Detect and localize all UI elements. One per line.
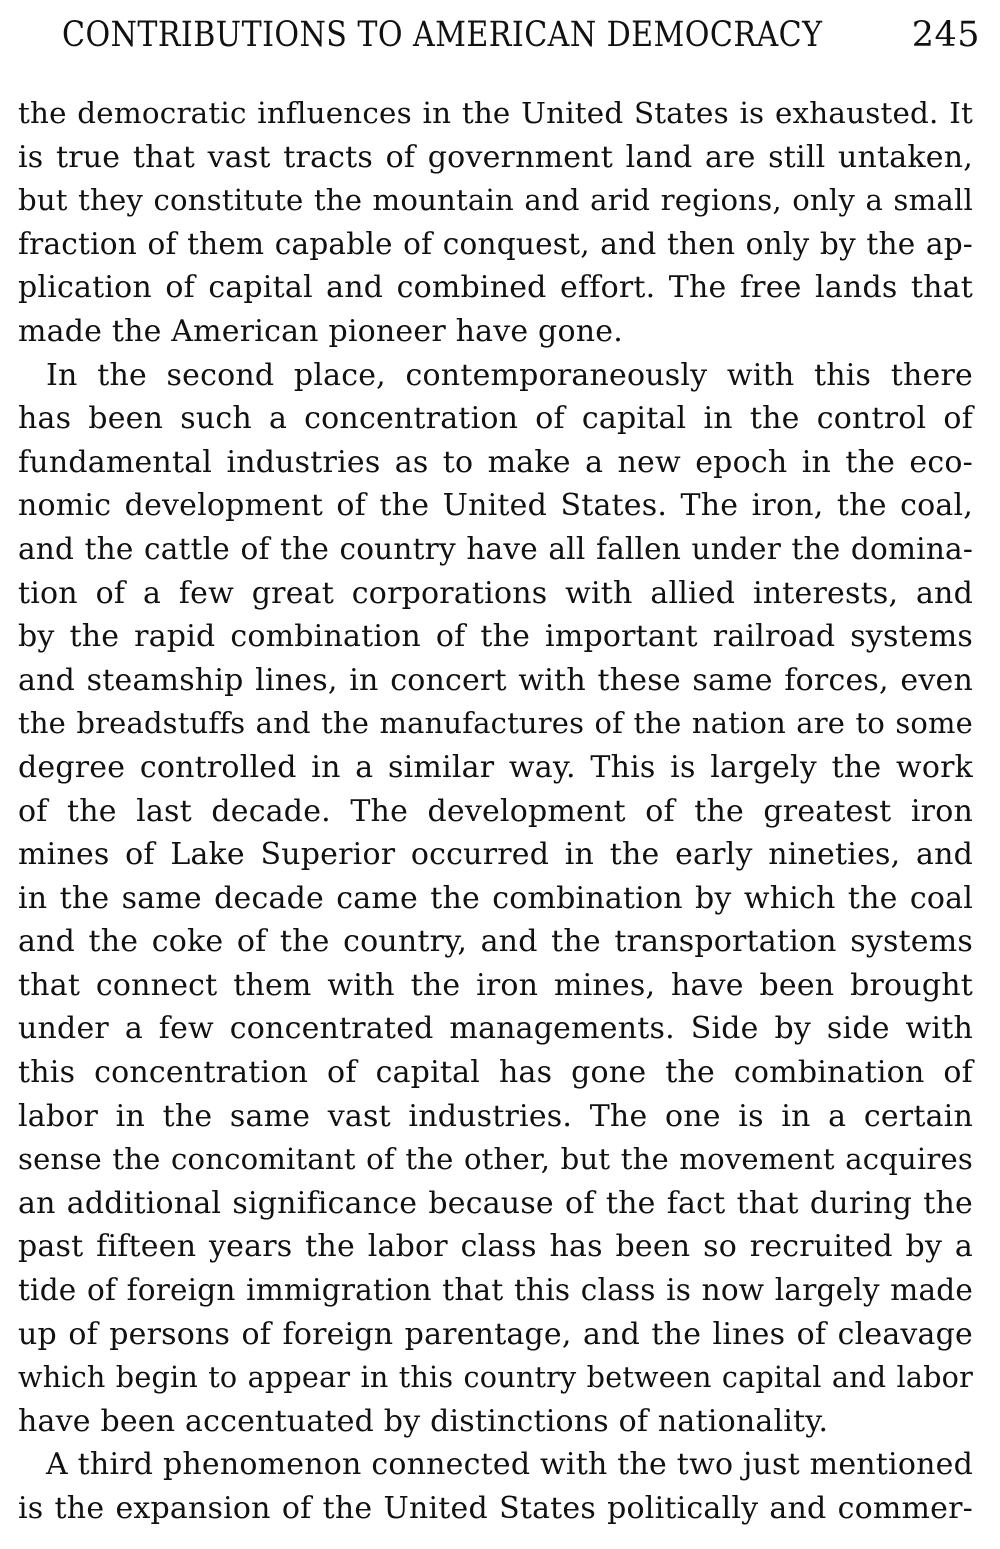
body-text: [18, 92, 973, 1531]
page-number: 245: [911, 15, 980, 55]
text-line: tion of a few great corporations with allied interests, and: [18, 575, 973, 611]
text-line: the breadstuffs and the manufactures of the nation are to some: [18, 706, 973, 741]
text-line: the democratic influences in the United States is exhausted. It: [18, 96, 973, 130]
header-title: CONTRIBUTIONS TO AMERICAN DEMOCRACY: [62, 15, 823, 55]
text-line: degree controlled in a similar way. This is largely the work: [18, 749, 973, 785]
text-line: past fifteen years the labor class has been so recruited by a: [18, 1229, 973, 1265]
text-line: of the last decade. The development of the greatest iron: [18, 793, 973, 829]
text-line: and the coke of the country, and the transportation systems: [18, 924, 973, 960]
text-line: have been accentuated by distinctions of nationality.: [18, 1403, 829, 1439]
text-line: made the American pioneer have gone.: [18, 313, 623, 349]
text-line: in the same decade came the combination by which the coal: [18, 880, 973, 916]
text-line: has been such a concentration of capital in the control of: [18, 401, 973, 437]
text-line: sense the concomitant of the other, but the movement acquires: [18, 1142, 973, 1177]
text-line: plication of capital and combined effort. The free lands that: [18, 270, 973, 306]
text-line: mines of Lake Superior occurred in the early nineties, and: [18, 837, 973, 873]
text-line: which begin to appear in this country between capital and labor: [18, 1360, 973, 1395]
paragraph-start-line: In the second place, contemporaneously with this there: [46, 357, 973, 393]
text-line: tide of foreign immigration that this class is now largely made: [18, 1273, 973, 1308]
text-line: under a few concentrated managements. Side by side with: [18, 1011, 973, 1047]
text-line: an additional significance because of the fact that during the: [18, 1185, 973, 1221]
text-line: up of persons of foreign parentage, and the lines of cleavage: [18, 1316, 973, 1352]
running-header: [62, 10, 980, 60]
text-line: fraction of them capable of conquest, and then only by the ap-: [18, 226, 973, 261]
text-line: labor in the same vast industries. The one is in a certain: [18, 1098, 973, 1134]
text-line: this concentration of capital has gone the combination of: [18, 1055, 973, 1091]
text-line: fundamental industries as to make a new epoch in the eco-: [18, 444, 973, 480]
paragraph-start-line: A third phenomenon connected with the two just mentioned: [46, 1447, 973, 1483]
text-line: and steamship lines, in concert with these same forces, even: [18, 662, 973, 698]
text-line: that connect them with the iron mines, have been brought: [18, 967, 973, 1003]
text-line: nomic development of the United States. The iron, the coal,: [18, 488, 973, 524]
text-line: is true that vast tracts of government land are still untaken,: [18, 139, 973, 175]
text-line: by the rapid combination of the important railroad systems: [18, 619, 973, 655]
text-line: and the cattle of the country have all fallen under the domina-: [18, 531, 973, 566]
text-line: is the expansion of the United States politically and commer-: [18, 1491, 973, 1526]
text-line: but they constitute the mountain and arid regions, only a small: [18, 183, 973, 218]
